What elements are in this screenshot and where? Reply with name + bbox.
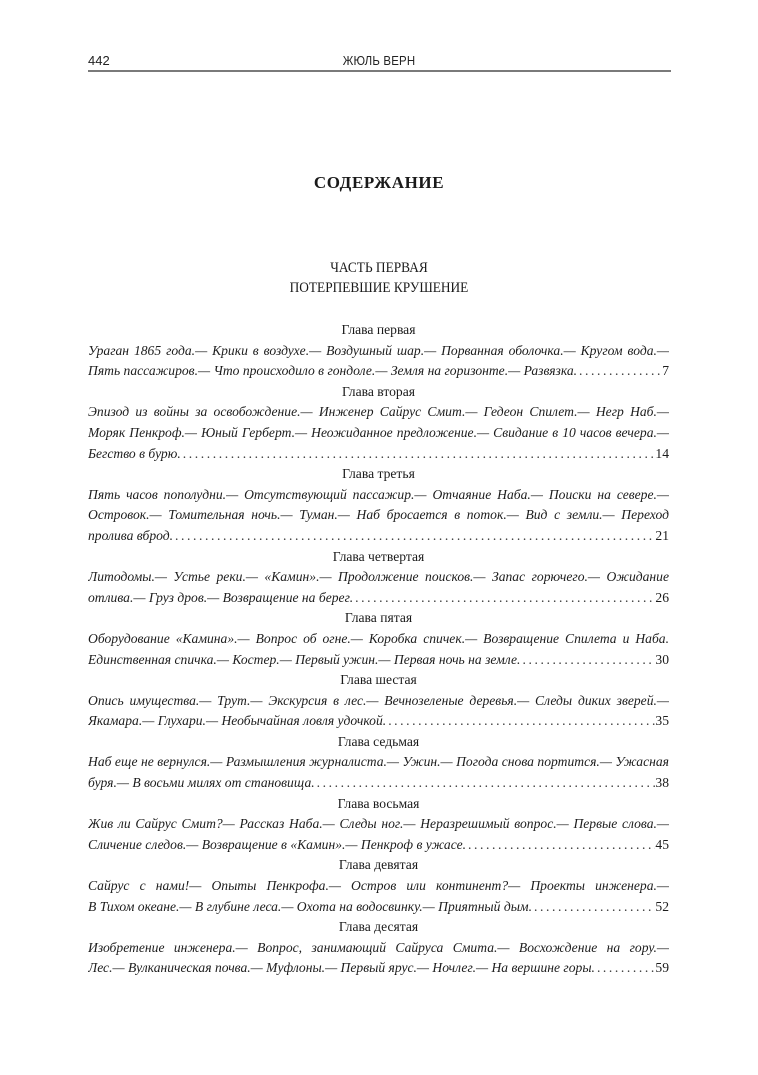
dot-leader bbox=[315, 773, 656, 794]
toc-entry bbox=[88, 670, 669, 732]
chapter-heading: Глава третья bbox=[342, 466, 415, 482]
chapter-summary-last-line bbox=[88, 835, 669, 856]
chapter-summary-last-line bbox=[88, 444, 669, 465]
chapter-summary-text: буря.— В восьми милях от становища. bbox=[88, 775, 315, 791]
toc-entry bbox=[88, 547, 669, 609]
part-heading bbox=[0, 258, 758, 298]
dot-leader bbox=[577, 361, 662, 382]
dot-leader bbox=[181, 444, 656, 465]
page-reference[interactable]: 35 bbox=[655, 713, 669, 729]
chapter-summary-text: Пять пассажиров.— Что происходило в гондоле.— Земля на горизонте.— Развязка. bbox=[88, 363, 578, 379]
page-reference[interactable]: 52 bbox=[655, 898, 669, 914]
chapter-summary-text: пролива вброд. bbox=[88, 527, 174, 543]
dot-leader bbox=[386, 711, 655, 732]
page-number: 442 bbox=[88, 53, 110, 68]
chapter-summary-line: Наб еще не вернулся.— Размышления журналиста.— Ужин.— Погода снова портится.— Ужасная bbox=[88, 754, 669, 770]
chapter-heading: Глава первая bbox=[341, 322, 416, 337]
dot-leader bbox=[466, 835, 655, 856]
chapter-summary-line: Пять часов пополудни.— Отсутствующий пассажир.— Отчаяние Наба.— Поиски на севере.— bbox=[88, 486, 669, 502]
page-reference[interactable]: 45 bbox=[655, 836, 669, 852]
chapter-summary-last-line bbox=[88, 361, 669, 382]
page-reference[interactable]: 30 bbox=[655, 651, 669, 667]
toc-entry bbox=[88, 732, 669, 794]
chapter-summary-line: Опись имущества.— Трут.— Экскурсия в лес.— Вечнозеленые деревья.— Следы диких зверей.— bbox=[88, 692, 669, 708]
running-head bbox=[88, 50, 670, 70]
chapter-summary-last-line bbox=[88, 773, 669, 794]
chapter-heading: Глава седьмая bbox=[337, 733, 420, 749]
chapter-heading: Глава вторая bbox=[341, 383, 416, 399]
dot-leader bbox=[532, 897, 655, 918]
chapter-summary-last-line bbox=[88, 650, 669, 671]
chapter-summary-line: Моряк Пенкроф.— Юный Герберт.— Неожиданное предложение.— Свидание в 10 часов вечера.— bbox=[88, 424, 669, 440]
page-reference[interactable]: 26 bbox=[655, 589, 669, 605]
part-label: ЧАСТЬ ПЕРВАЯ bbox=[330, 260, 428, 276]
dot-leader bbox=[353, 588, 655, 609]
dot-leader bbox=[173, 526, 655, 547]
chapter-summary-last-line bbox=[88, 711, 669, 732]
toc-entry bbox=[88, 608, 669, 670]
chapter-summary-text: В Тихом океане.— В глубине леса.— Охота на водосвинку.— Приятный дым. bbox=[88, 898, 532, 914]
chapter-summary-last-line bbox=[88, 588, 669, 609]
chapter-summary-line: Изобретение инженера.— Вопрос, занимающий Сайруса Смита.— Восхождение на гору.— bbox=[88, 939, 669, 955]
chapter-heading: Глава пятая bbox=[344, 610, 413, 626]
toc-entry bbox=[88, 320, 669, 382]
page-reference[interactable]: 59 bbox=[655, 960, 669, 976]
chapter-summary-last-line bbox=[88, 526, 669, 547]
chapter-summary-last-line bbox=[88, 897, 669, 918]
page-reference[interactable]: 21 bbox=[655, 527, 669, 543]
table-of-contents bbox=[88, 320, 669, 979]
toc-entry bbox=[88, 464, 669, 546]
header-rule-divider bbox=[88, 70, 671, 72]
chapter-summary-text: отлива.— Груз дров.— Возвращение на берег. bbox=[88, 589, 354, 605]
chapter-summary-line: Литодомы.— Устье реки.— «Камин».— Продолжение поисков.— Запас горючего.— Ожидание bbox=[88, 569, 669, 585]
chapter-heading: Глава восьмая bbox=[337, 795, 420, 811]
chapter-summary-text: Бегство в бурю. bbox=[88, 445, 181, 461]
toc-entry bbox=[88, 855, 669, 917]
toc-entry bbox=[88, 794, 669, 856]
chapter-summary-line: Оборудование «Камина».— Вопрос об огне.— Коробка спичек.— Возвращение Спилета и Наба. bbox=[88, 630, 669, 646]
page-reference[interactable]: 7 bbox=[662, 363, 669, 379]
toc-entry bbox=[88, 382, 669, 464]
chapter-summary-line: Сайрус с нами!— Опыты Пенкрофа.— Остров или континент?— Проекты инженера.— bbox=[88, 878, 669, 894]
dot-leader bbox=[595, 958, 655, 979]
chapter-summary-text: Единственная спичка.— Костер.— Первый ужин.— Первая ночь на земле. bbox=[88, 651, 521, 667]
chapter-summary-text: Лес.— Вулканическая почва.— Муфлоны.— Первый ярус.— Ночлег.— На вершине горы. bbox=[88, 960, 595, 976]
chapter-heading: Глава девятая bbox=[338, 857, 419, 873]
chapter-summary-text: Якамара.— Глухари.— Необычайная ловля удочкой. bbox=[88, 713, 387, 729]
chapter-summary-line: Островок.— Томительная ночь.— Туман.— Наб бросается в поток.— Вид с земли.— Переход bbox=[88, 507, 669, 523]
page-reference[interactable]: 14 bbox=[655, 445, 669, 461]
chapter-summary-text: Сличение следов.— Возвращение в «Камин».— Пенкроф в ужасе. bbox=[88, 836, 467, 852]
page-title: СОДЕРЖАНИЕ bbox=[313, 173, 445, 192]
running-head-author: ЖЮЛЬ ВЕРН bbox=[342, 53, 416, 68]
chapter-heading: Глава десятая bbox=[338, 919, 419, 935]
chapter-summary-line: Ураган 1865 года.— Крики в воздухе.— Воздушный шар.— Порванная оболочка.— Кругом вода.— bbox=[88, 342, 669, 358]
chapter-summary-last-line bbox=[88, 958, 669, 979]
chapter-heading: Глава четвертая bbox=[332, 548, 425, 564]
dot-leader bbox=[520, 650, 655, 671]
toc-entry bbox=[88, 917, 669, 979]
chapter-heading: Глава шестая bbox=[340, 672, 417, 688]
chapter-summary-line: Эпизод из войны за освобождение.— Инженер Сайрус Смит.— Гедеон Спилет.— Негр Наб.— bbox=[88, 404, 669, 420]
part-title: ПОТЕРПЕВШИЕ КРУШЕНИЕ bbox=[289, 280, 469, 296]
chapter-summary-line: Жив ли Сайрус Смит?— Рассказ Наба.— Следы ног.— Неразрешимый вопрос.— Первые слова.— bbox=[88, 816, 669, 832]
page-reference[interactable]: 38 bbox=[655, 775, 669, 791]
